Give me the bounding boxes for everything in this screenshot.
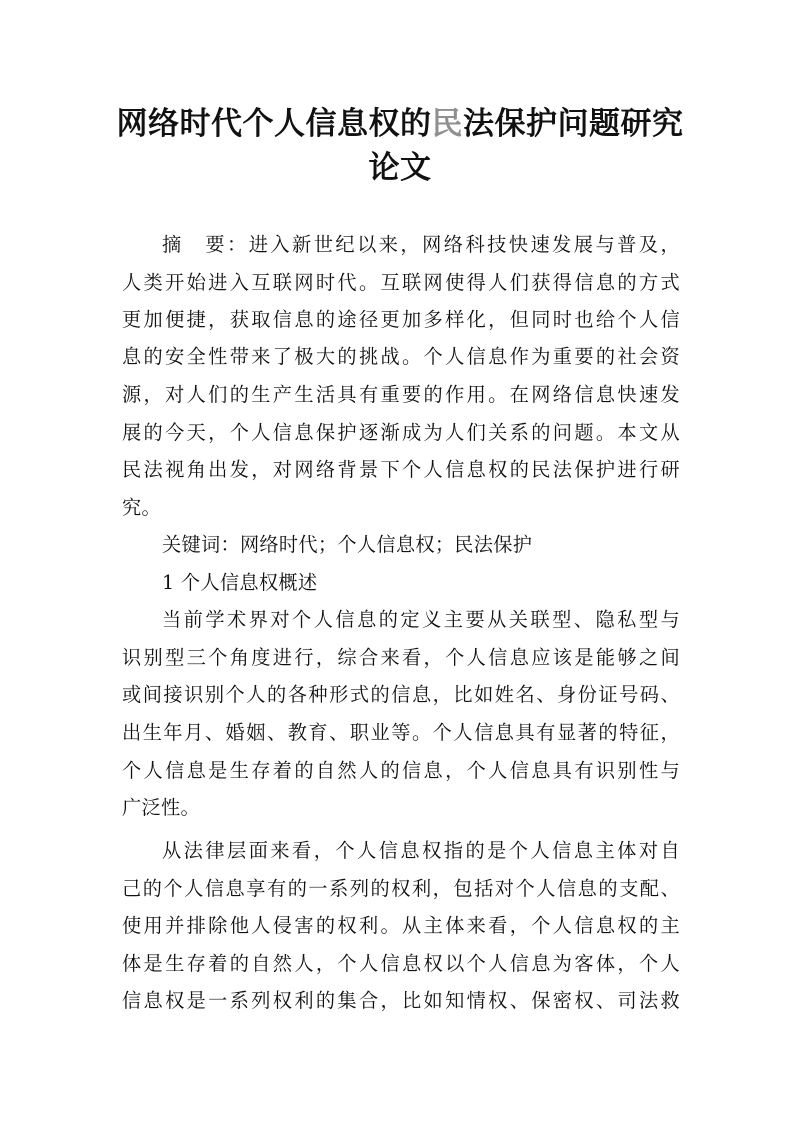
abstract-line: 究。 — [122, 496, 161, 519]
paragraph-line: 使用并排除他人侵害的权利。从主体来看，个人信息权的主 — [122, 914, 680, 937]
abstract-line: 人类开始进入互联网时代。互联网使得人们获得信息的方式 — [122, 271, 680, 294]
abstract-line: 民法视角出发，对网络背景下个人信息权的民法保护进行研 — [122, 458, 680, 481]
title-text-a: 网络时代个人信息权的 — [116, 106, 432, 142]
paragraph-line: 从法律层面来看，个人信息权指的是个人信息主体对自 — [162, 839, 680, 862]
paragraph-line: 体是生存着的自然人，个人信息权以个人信息为客体，个人 — [122, 952, 680, 975]
abstract-line: 展的今天，个人信息保护逐渐成为人们关系的问题。本文从 — [122, 421, 680, 444]
abstract-line: 息的安全性带来了极大的挑战。个人信息作为重要的社会资 — [122, 345, 680, 368]
abstract-line: 更加便捷，获取信息的途径更加多样化，但同时也给个人信 — [122, 308, 680, 331]
keywords-line: 关键词：网络时代；个人信息权；民法保护 — [162, 533, 533, 556]
document-title-line-1 — [100, 98, 700, 143]
paragraph-line: 信息权是一系列权利的集合，比如知情权、保密权、司法救 — [122, 989, 680, 1012]
section-heading: 1 个人信息权概述 — [162, 571, 318, 594]
paragraph-line: 当前学术界对个人信息的定义主要从关联型、隐私型与 — [162, 608, 680, 631]
paragraph-line: 或间接识别个人的各种形式的信息，比如姓名、身份证号码、 — [122, 683, 680, 706]
abstract-line: 摘 要：进入新世纪以来，网络科技快速发展与普及， — [162, 233, 680, 256]
paragraph-line: 出生年月、婚姻、教育、职业等。个人信息具有显著的特征， — [122, 721, 680, 744]
title-text-highlight: 民 — [431, 106, 463, 142]
abstract-line: 源，对人们的生产生活具有重要的作用。在网络信息快速发 — [122, 383, 680, 406]
paragraph-line: 广泛性。 — [122, 796, 200, 819]
paragraph-line: 己的个人信息享有的一系列的权利，包括对个人信息的支配、 — [122, 877, 680, 900]
paragraph-line: 个人信息是生存着的自然人的信息，个人信息具有识别性与 — [122, 759, 680, 782]
title-text-b: 法保护问题研究 — [463, 106, 684, 142]
document-title-line-2: 论文 — [368, 150, 432, 186]
paragraph-line: 识别型三个角度进行，综合来看，个人信息应该是能够之间 — [122, 646, 680, 669]
